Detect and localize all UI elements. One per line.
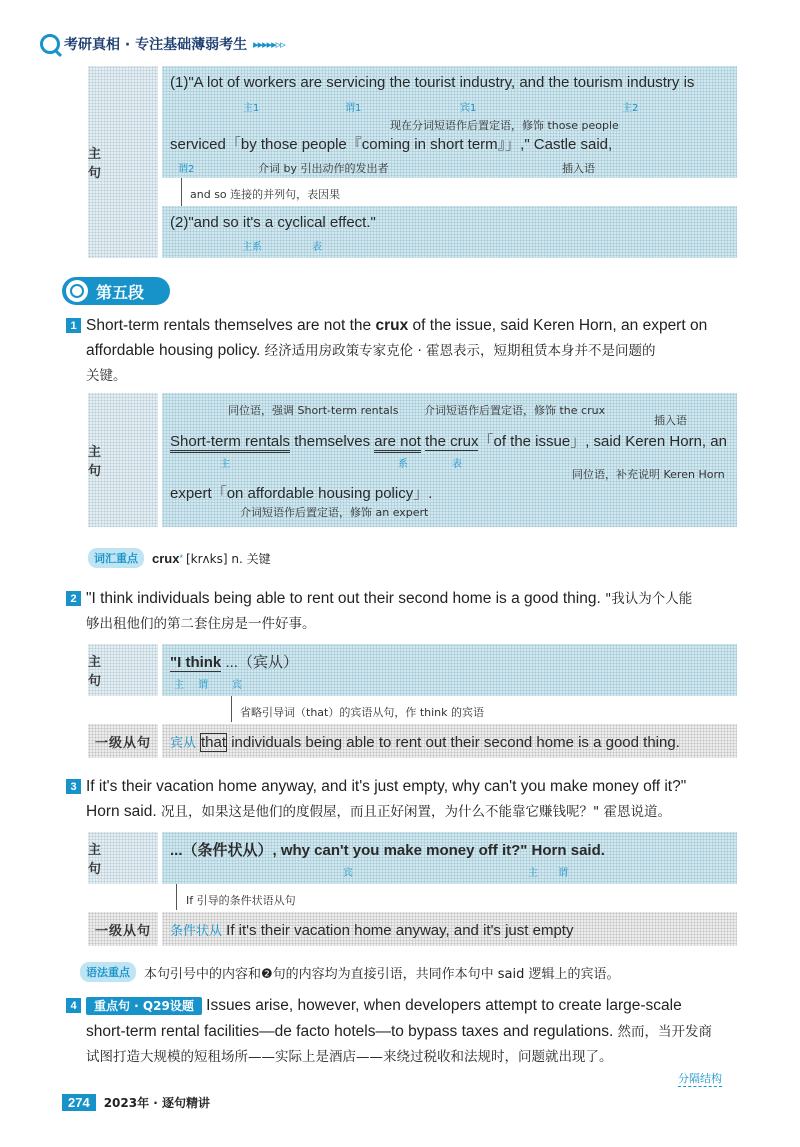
sentence-number-1: 1 [66, 318, 81, 333]
tag-biao: 表 [312, 242, 322, 253]
s4-cn-line3: 试图打造大规模的短租场所——实际上是酒店——来绕过税收和法规时，问题就出现了。 [86, 1049, 613, 1065]
b3-sub-tag: 宾从 [170, 736, 197, 751]
b3-tag-wei: 谓 [198, 680, 208, 691]
b4-connector [176, 884, 177, 910]
block1-line1: (1)"A lot of workers are servicing the tourist industry, and the tourism industry is [170, 74, 695, 91]
s1-crux: crux [375, 317, 409, 334]
sentence-3 [86, 774, 786, 825]
vocab-star: * [179, 553, 183, 563]
block2-sentence [170, 430, 727, 451]
s4-line1: Issues arise, however, when developers attempt to create large-scale [201, 997, 682, 1014]
block4-main-label: 主 句 [88, 832, 158, 884]
page-header [40, 32, 285, 56]
note-appositive: 同位语，强调 Short-term rentals [228, 404, 399, 417]
block1-line3: (2)"and so it's a cyclical effect." [170, 214, 376, 231]
tag-subj-xi: 主系 [242, 242, 262, 253]
grammar-text: 本句引号中的内容和❷句的内容均为直接引语，共同作本句中 said 逻辑上的宾语。 [144, 966, 620, 982]
block3-sub [170, 732, 680, 751]
sentence-4 [86, 993, 786, 1070]
note-prep2: 介词短语作后置定语，修饰 an expert [240, 506, 429, 519]
s3-en: Horn said. [86, 803, 157, 820]
header-arrows: ▸▸▸▸▸▹▹ [253, 38, 285, 51]
note-by: 介词 by 引出动作的发出者 [258, 162, 389, 175]
sentence-number-2: 2 [66, 591, 81, 606]
b3-note: 省略引导词（that）的宾语从句，作 think 的宾语 [240, 706, 485, 719]
vocab-badge: 词汇重点 [88, 548, 144, 568]
b3-i-think: "I think [170, 654, 222, 671]
tag-xi: 系 [398, 459, 408, 470]
vocab-row [88, 548, 271, 568]
b3-connector [231, 696, 232, 722]
note-post-modifier: 现在分词短语作后置定语，修饰 those people [390, 119, 619, 132]
b2-are-not: are not [374, 433, 421, 453]
footer-title: 2023年 · 逐句精讲 [103, 1096, 211, 1110]
b4-tag-bin: 宾 [343, 868, 353, 879]
b3-that: that [201, 734, 227, 751]
s4-cn: 然而，当开发商 [613, 1024, 713, 1040]
s2-en: "I think individuals being able to rent out their second home is a good thing. [86, 590, 601, 607]
search-logo-icon [40, 34, 60, 54]
sentence-1 [86, 313, 776, 389]
s1-line2: affordable housing policy. [86, 342, 261, 359]
block2-line2: expert「on affordable housing policy」. [170, 485, 433, 502]
note-horn: 同位语，补充说明 Keren Horn [572, 468, 725, 481]
s2-cn-a: "我认为个人能 [605, 591, 693, 607]
vocab-text: [krʌks] n. 关键 [185, 551, 271, 566]
tag-subj1: 主1 [243, 103, 260, 114]
tag-insert: 插入语 [562, 162, 595, 175]
tag-zhu: 主 [220, 459, 230, 470]
note-insert: 插入语 [654, 414, 687, 427]
sentence-number-3: 3 [66, 779, 81, 794]
sentence-2 [86, 586, 776, 637]
block4-main: ...（条件状从）, why can't you make money off it?" Horn said. [170, 842, 605, 859]
page-footer [62, 1094, 210, 1111]
grammar-badge: 语法重点 [80, 962, 136, 982]
b3-tag-zhu: 主 [174, 680, 184, 691]
b3-tag-bin: 宾 [232, 680, 242, 691]
block2-label: 主 句 [88, 393, 158, 527]
b4-note: If 引导的条件状语从句 [186, 894, 296, 907]
b4-tag-zhu: 主 [528, 868, 538, 879]
note-and-so: and so 连接的并列句，表因果 [190, 188, 341, 201]
next-hint: 分隔结构 [678, 1072, 722, 1085]
b4-sub-tag: 条件状从 [170, 924, 223, 939]
b2-themselves: themselves [290, 433, 375, 450]
header-title: 考研真相 · 专注基础薄弱考生 [64, 37, 248, 53]
tag-biao: 表 [452, 459, 462, 470]
section-title: 第五段 [96, 282, 145, 302]
tag-subj2: 主2 [622, 103, 639, 114]
s3-cn: 况且，如果这是他们的度假屋，而且正好闲置，为什么不能靠它赚钱呢？" 霍恩说道。 [156, 804, 671, 820]
s1-part-a: Short-term rentals themselves are not the [86, 317, 376, 334]
connector-line [181, 178, 182, 206]
block3-main-label: 主 句 [88, 644, 158, 696]
key-sentence-badge: 重点句 · Q29设题 [86, 997, 202, 1015]
s1-cn-line3: 关键。 [86, 368, 127, 384]
b3-sub-text: individuals being able to rent out their second home is a good thing. [227, 734, 680, 751]
note-prep: 介词短语作后置定语，修饰 the crux [424, 404, 606, 417]
block1-line2: serviced「by those people『coming in short term』」," Castle said, [170, 136, 613, 153]
page-number: 274 [62, 1094, 96, 1111]
block4-sub-label: 一级从句 [88, 912, 158, 946]
sentence-number-4: 4 [66, 998, 81, 1013]
tag-pred1: 谓1 [345, 103, 362, 114]
grammar-row [80, 962, 620, 982]
b3-ellipsis: ...（宾从） [221, 654, 298, 671]
b2-the-crux: the crux [425, 433, 479, 450]
s1-cn: 经济适用房政策专家克伦 · 霍恩表示，短期租赁本身并不是问题的 [260, 343, 656, 359]
magnifier-icon [66, 280, 88, 302]
block3-sub-label: 一级从句 [88, 724, 158, 758]
b2-rest: 「of the issue」, said Keren Horn, an [478, 433, 727, 450]
s2-cn-b: 够出租他们的第二套住房是一件好事。 [86, 616, 316, 632]
vocab-word: crux [152, 550, 180, 566]
block1-label: 主 句 [88, 66, 158, 258]
tag-pred2: 谓2 [178, 164, 195, 175]
block4-sub [170, 920, 573, 939]
b2-subject: Short-term rentals [170, 433, 290, 453]
s3-line1: If it's their vacation home anyway, and it's just empty, why can't you make money off it?" [86, 778, 687, 795]
s4-en: short-term rental facilities—de facto hotels—to bypass taxes and regulations. [86, 1023, 614, 1040]
block3-main [170, 651, 298, 672]
s1-part-c: of the issue, said Keren Horn, an expert on [408, 317, 708, 334]
b4-sub-text: If it's their vacation home anyway, and it's just empty [222, 922, 574, 939]
section-pill [62, 277, 170, 305]
b4-tag-wei: 谓 [558, 868, 568, 879]
tag-obj1: 宾1 [460, 103, 477, 114]
